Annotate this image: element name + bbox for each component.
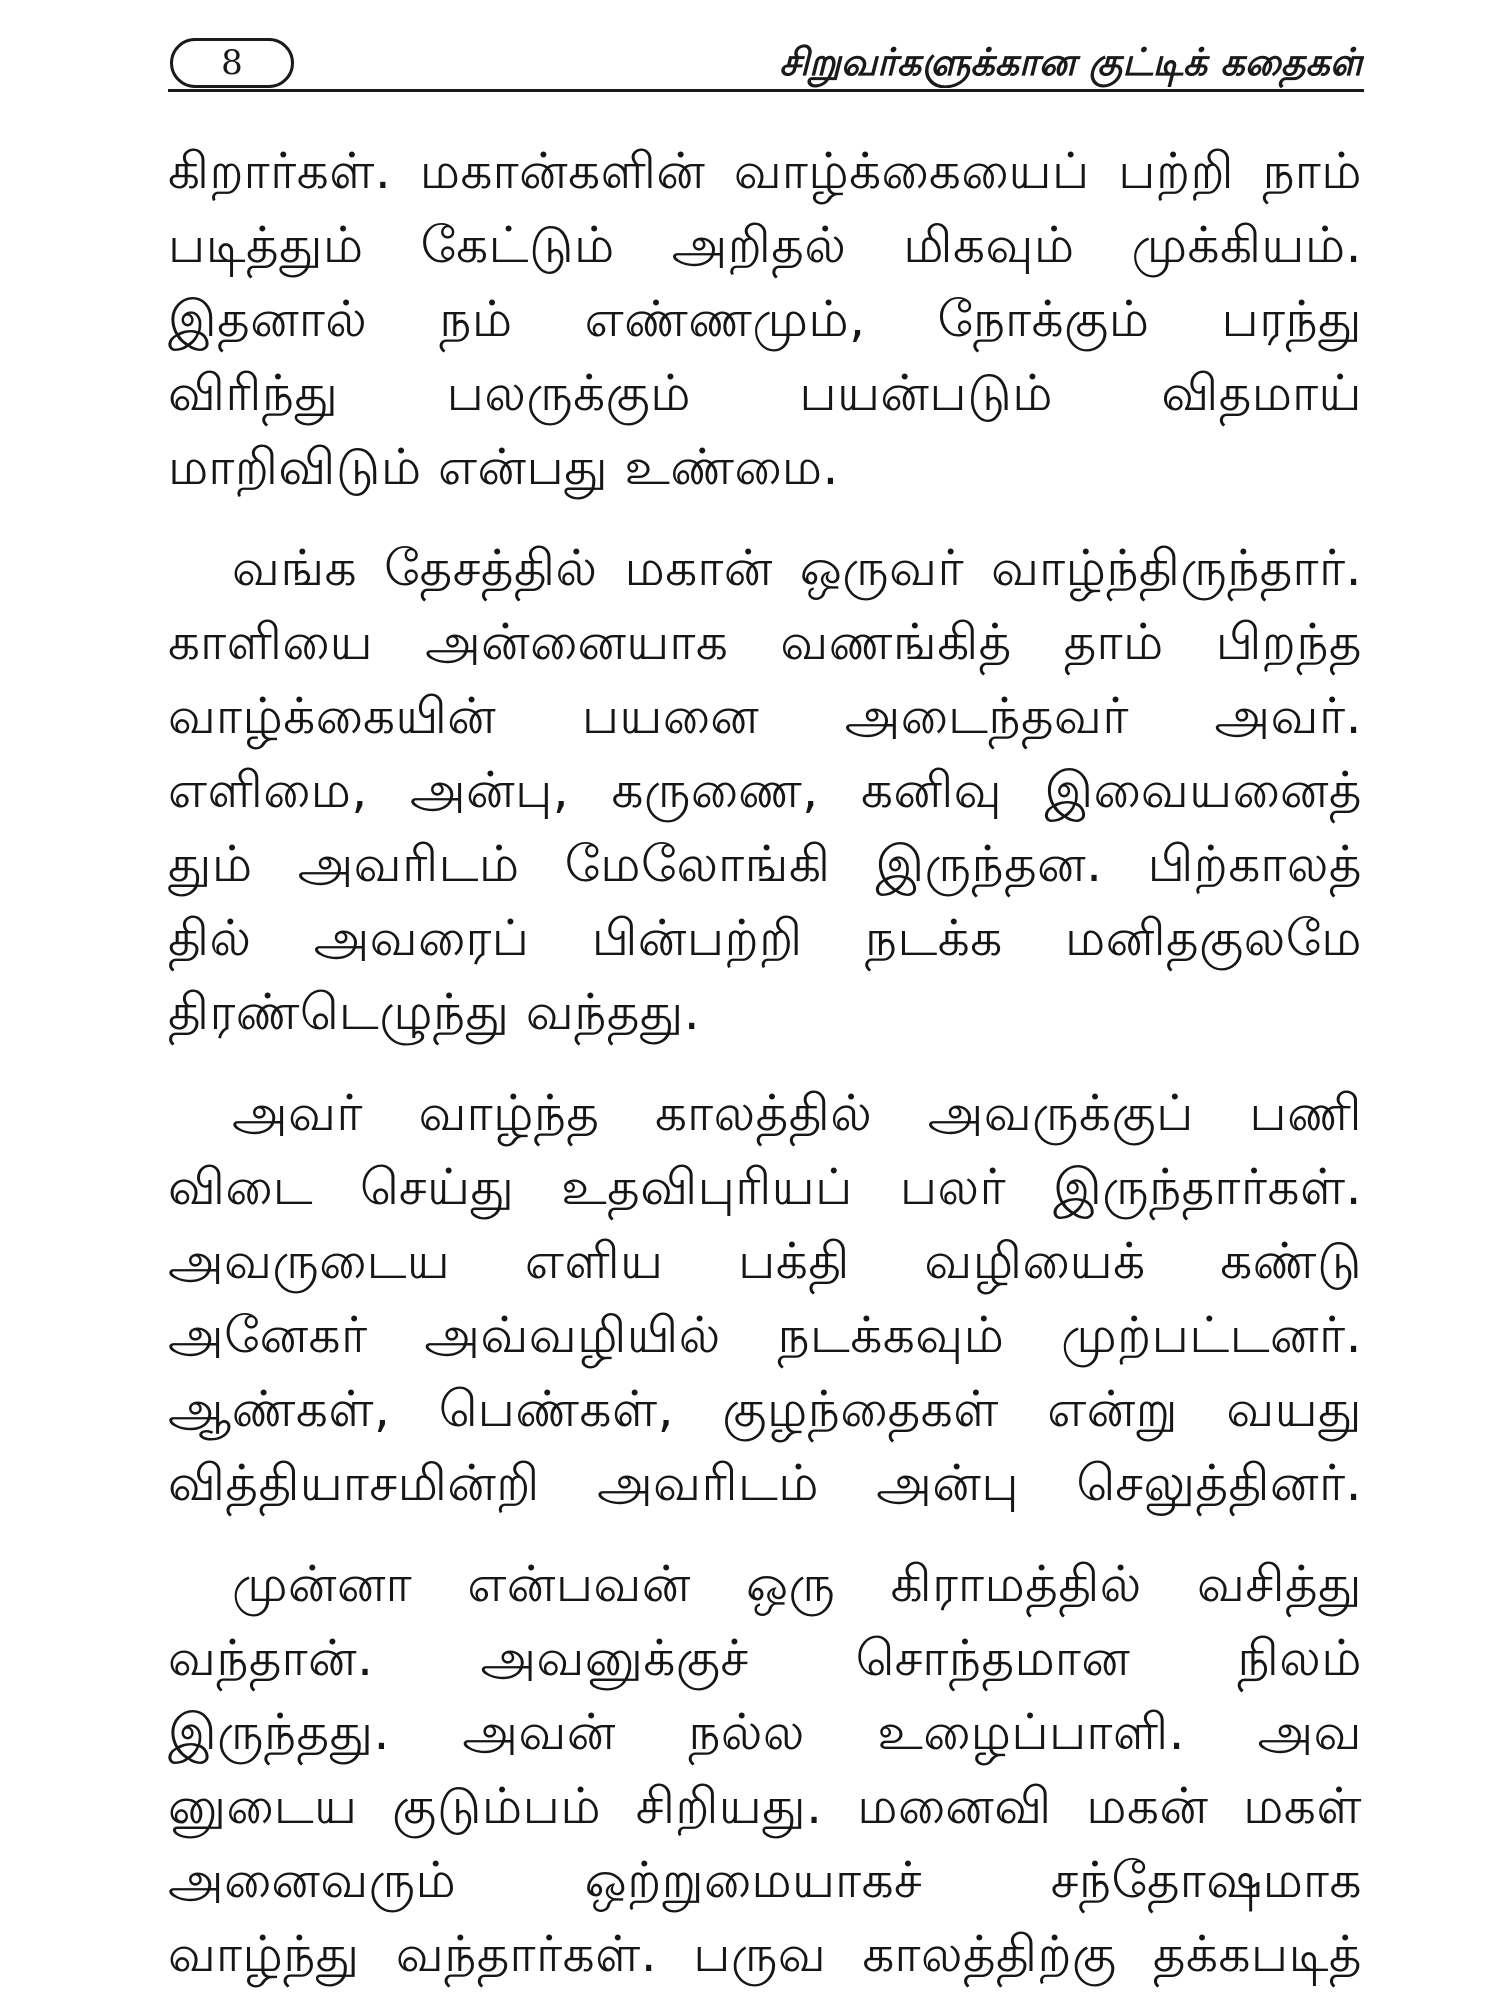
paragraph-1 xyxy=(168,134,1362,504)
text-line: இருந்தது. அவன் நல்ல உழைப்பாளி. அவ xyxy=(168,1703,1362,1761)
text-line: ஆண்கள், பெண்கள், குழந்தைகள் என்று வயது xyxy=(168,1380,1362,1438)
text-line: அவருடைய எளிய பக்தி வழியைக் கண்டு xyxy=(168,1232,1362,1290)
text-line: எளிமை, அன்பு, கருணை, கனிவு இவையனைத் xyxy=(168,761,1362,819)
text-line: இதனால் நம் எண்ணமும், நோக்கும் பரந்து xyxy=(168,290,1362,348)
text-line: தில் அவரைப் பின்பற்றி நடக்க மனிதகுலமே xyxy=(168,909,1362,967)
header-rule xyxy=(168,89,1364,92)
text-line: வித்தியாசமின்றி அவரிடம் அன்பு செலுத்தினர். xyxy=(168,1454,1362,1512)
text-line: கிறார்கள். மகான்களின் வாழ்க்கையைப் பற்றி நாம் xyxy=(168,142,1362,200)
running-title: சிறுவர்களுக்கான குட்டிக் கதைகள் xyxy=(779,40,1364,84)
text-line: விரிந்து பலருக்கும் பயன்படும் விதமாய் xyxy=(168,364,1362,422)
text-line: அவர் வாழ்ந்த காலத்தில் அவருக்குப் பணி xyxy=(232,1084,1362,1142)
text-line: காளியை அன்னையாக வணங்கித் தாம் பிறந்த xyxy=(168,613,1362,671)
text-line: அனேகர் அவ்வழியில் நடக்கவும் முற்பட்டனர். xyxy=(168,1306,1362,1364)
text-line: படித்தும் கேட்டும் அறிதல் மிகவும் முக்கியம். xyxy=(168,216,1362,274)
page-number: 8 xyxy=(170,38,294,88)
text-line: திரண்டெழுந்து வந்தது. xyxy=(168,983,701,1041)
text-line: வந்தான். அவனுக்குச் சொந்தமான நிலம் xyxy=(168,1629,1362,1687)
paragraph-3 xyxy=(168,1076,1362,1520)
paragraph-4 xyxy=(168,1547,1362,1991)
paragraph-2 xyxy=(168,531,1362,1049)
text-line: அனைவரும் ஒற்றுமையாகச் சந்தோஷமாக xyxy=(168,1851,1362,1909)
text-line: வாழ்ந்து வந்தார்கள். பருவ காலத்திற்கு தக்கபடித் xyxy=(168,1925,1362,1983)
text-line: மாறிவிடும் என்பது உண்மை. xyxy=(168,438,839,496)
text-line: வாழ்க்கையின் பயனை அடைந்தவர் அவர். xyxy=(168,687,1362,745)
text-line: வங்க தேசத்தில் மகான் ஒருவர் வாழ்ந்திருந்தார். xyxy=(232,539,1362,597)
text-line: னுடைய குடும்பம் சிறியது. மனைவி மகன் மகள் xyxy=(168,1777,1362,1835)
body-text xyxy=(168,134,1362,1991)
text-line: தும் அவரிடம் மேலோங்கி இருந்தன. பிற்காலத் xyxy=(168,835,1362,893)
text-line: விடை செய்து உதவிபுரியப் பலர் இருந்தார்கள். xyxy=(168,1158,1362,1216)
text-line: முன்னா என்பவன் ஒரு கிராமத்தில் வசித்து xyxy=(232,1555,1362,1613)
